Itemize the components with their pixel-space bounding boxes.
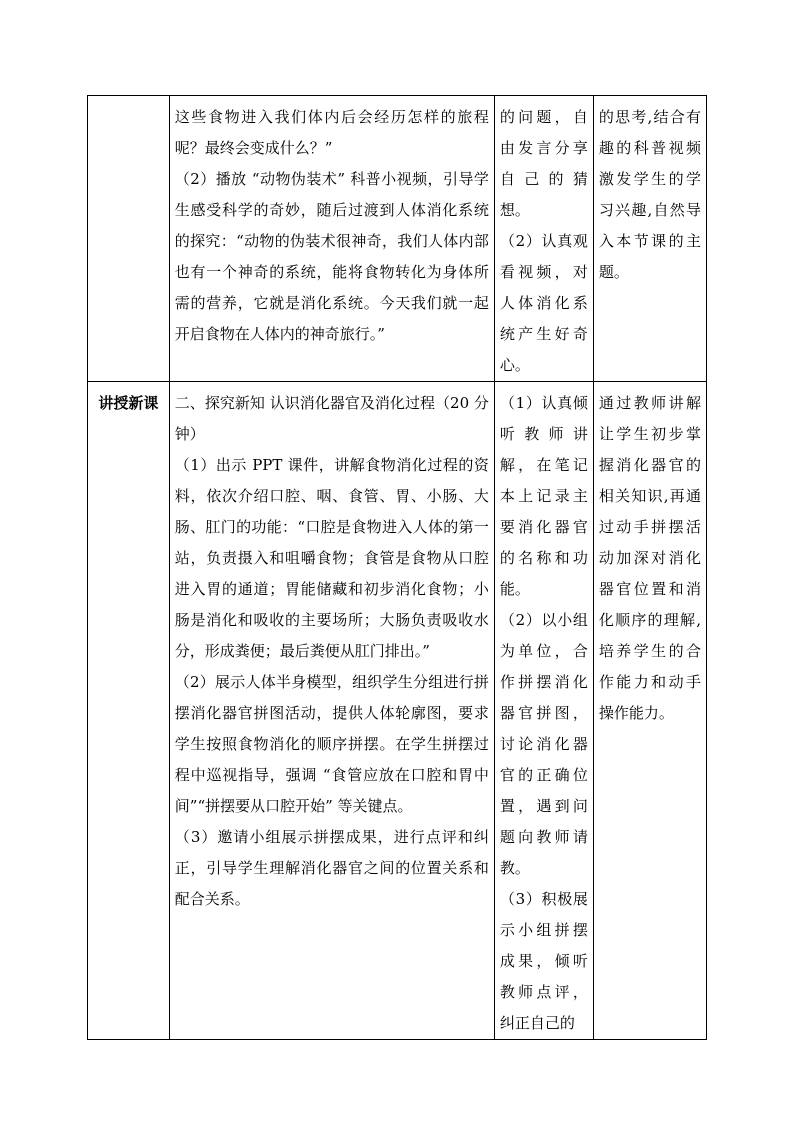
teacher-activity-cell (169, 382, 494, 1040)
paragraph: 这些食物进入我们体内后会经历怎样的旅程呢？最终会变成什么？” (174, 108, 489, 157)
table-row (88, 96, 707, 382)
paragraph: 通过教师讲解让学生初步掌握消化器官的相关知识,再通过动手拼摆活动加深对消化器官位置和消化顺序的理解,培养学生的合作能力和动手操作能力。 (598, 394, 701, 722)
design-purpose-cell (593, 96, 706, 382)
paragraph: （1）出示 PPT 课件，讲解食物消化过程的资料，依次介绍口腔、咽、食管、胃、小肠、大肠、肛门的功能：“口腔是食物进入人体的第一站，负责摄入和咀嚼食物；食管是食物从口腔进入胃的通道；胃能储藏和初步消化食物；小肠是消化和吸收的主要场所；大肠负责吸收水分，形成粪便；最后粪便从肛门排出。” (174, 456, 489, 660)
lesson-plan-table (87, 95, 707, 1040)
paragraph: （2）以小组为单位，合作拼摆消化器官拼图，讨论消化器官的正确位置，遇到问题向教师请教。 (499, 611, 588, 877)
paragraph: 的问题，自由发言分享自己的猜想。 (499, 108, 588, 219)
paragraph: （3）积极展示小组拼摆成果，倾听教师点评，纠正自己的 (499, 890, 588, 1032)
paragraph: （2）展示人体半身模型，组织学生分组进行拼摆消化器官拼图活动，提供人体轮廓图，要求学生按照食物消化的顺序拼摆。在学生拼摆过程中巡视指导，强调 “食管应放在口腔和胃中间”“拼摆要从口腔开始” 等关键点。 (174, 673, 489, 815)
paragraph: （2）认真观看视频，对人体消化系统产生好奇心。 (499, 232, 588, 374)
student-activity-cell (494, 96, 593, 382)
stage-label-cell (88, 96, 170, 382)
paragraph: 的思考,结合有趣的科普视频激发学生的学习兴趣,自然导入本节课的主题。 (598, 108, 701, 281)
paragraph: （1）认真倾听教师讲解，在笔记本上记录主要消化器官的名称和功能。 (499, 394, 588, 598)
student-activity-cell (494, 382, 593, 1040)
stage-label-cell: 讲授新课 (88, 382, 170, 1040)
paragraph: （2）播放 “动物伪装术” 科普小视频，引导学生感受科学的奇妙，随后过渡到人体消化系统的探究：“动物的伪装术很神奇，我们人体内部也有一个神奇的系统，能将食物转化为身体所需的营养，它就是消化系统。今天我们就一起开启食物在人体内的神奇旅行。” (174, 170, 489, 343)
paragraph: 二、探究新知 认识消化器官及消化过程（20 分钟） (174, 394, 489, 443)
design-purpose-cell (593, 382, 706, 1040)
teacher-activity-cell (169, 96, 494, 382)
table-row (88, 382, 707, 1040)
paragraph: （3）邀请小组展示拼摆成果，进行点评和纠正，引导学生理解消化器官之间的位置关系和配合关系。 (174, 828, 489, 908)
